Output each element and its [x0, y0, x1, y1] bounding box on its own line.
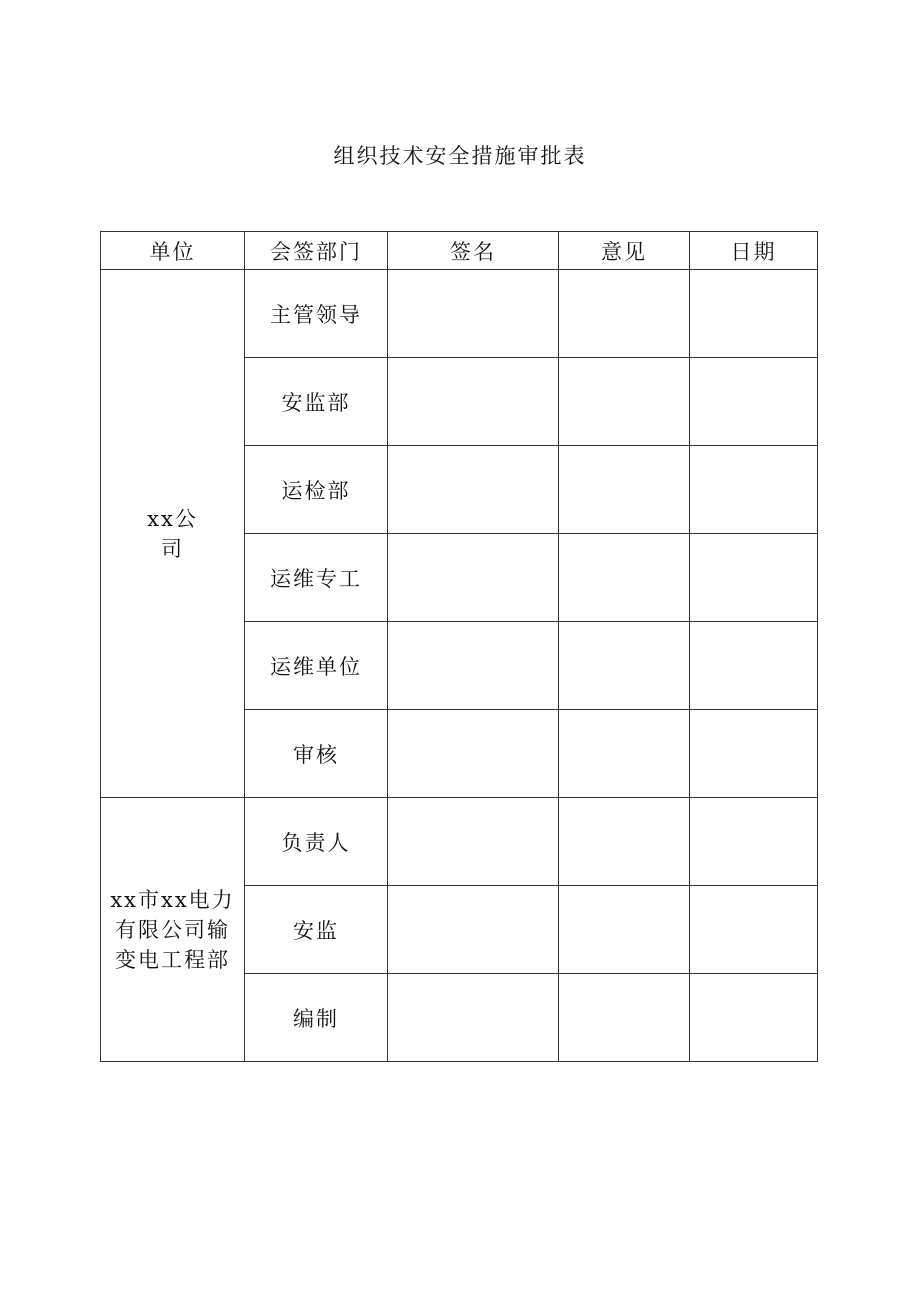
department-cell: 运维单位 — [245, 622, 388, 710]
opinion-cell[interactable] — [559, 886, 690, 974]
opinion-cell[interactable] — [559, 622, 690, 710]
date-cell[interactable] — [690, 622, 818, 710]
signature-cell[interactable] — [388, 622, 559, 710]
unit-cell-contractor — [101, 798, 245, 1062]
header-date: 日期 — [690, 232, 818, 270]
signature-cell[interactable] — [388, 974, 559, 1062]
date-cell[interactable] — [690, 798, 818, 886]
date-cell[interactable] — [690, 886, 818, 974]
date-cell[interactable] — [690, 974, 818, 1062]
approval-table — [100, 231, 818, 1062]
opinion-cell[interactable] — [559, 710, 690, 798]
department-cell: 编制 — [245, 974, 388, 1062]
department-cell: 主管领导 — [245, 270, 388, 358]
department-cell: 安监部 — [245, 358, 388, 446]
department-cell: 负责人 — [245, 798, 388, 886]
date-cell[interactable] — [690, 358, 818, 446]
table-row — [101, 798, 818, 886]
opinion-cell[interactable] — [559, 534, 690, 622]
date-cell[interactable] — [690, 270, 818, 358]
signature-cell[interactable] — [388, 886, 559, 974]
signature-cell[interactable] — [388, 798, 559, 886]
header-department: 会签部门 — [245, 232, 388, 270]
signature-cell[interactable] — [388, 446, 559, 534]
signature-cell[interactable] — [388, 710, 559, 798]
opinion-cell[interactable] — [559, 974, 690, 1062]
signature-cell[interactable] — [388, 534, 559, 622]
date-cell[interactable] — [690, 710, 818, 798]
header-unit: 单位 — [101, 232, 245, 270]
unit-cell-company — [101, 270, 245, 798]
department-cell: 运维专工 — [245, 534, 388, 622]
date-cell[interactable] — [690, 446, 818, 534]
unit-line: 司 — [161, 536, 184, 561]
table-row — [101, 270, 818, 358]
opinion-cell[interactable] — [559, 270, 690, 358]
opinion-cell[interactable] — [559, 446, 690, 534]
unit-line: xx市xx电力 — [110, 887, 235, 912]
table-header-row — [101, 232, 818, 270]
department-cell: 安监 — [245, 886, 388, 974]
date-cell[interactable] — [690, 534, 818, 622]
department-cell: 运检部 — [245, 446, 388, 534]
unit-line: 有限公司输 — [115, 917, 230, 942]
header-opinion: 意见 — [559, 232, 690, 270]
department-cell: 审核 — [245, 710, 388, 798]
unit-line: 变电工程部 — [115, 947, 230, 972]
opinion-cell[interactable] — [559, 358, 690, 446]
page-title: 组织技术安全措施审批表 — [333, 144, 587, 168]
opinion-cell[interactable] — [559, 798, 690, 886]
header-signature: 签名 — [388, 232, 559, 270]
signature-cell[interactable] — [388, 270, 559, 358]
signature-cell[interactable] — [388, 358, 559, 446]
unit-line: xx公 — [147, 506, 198, 531]
